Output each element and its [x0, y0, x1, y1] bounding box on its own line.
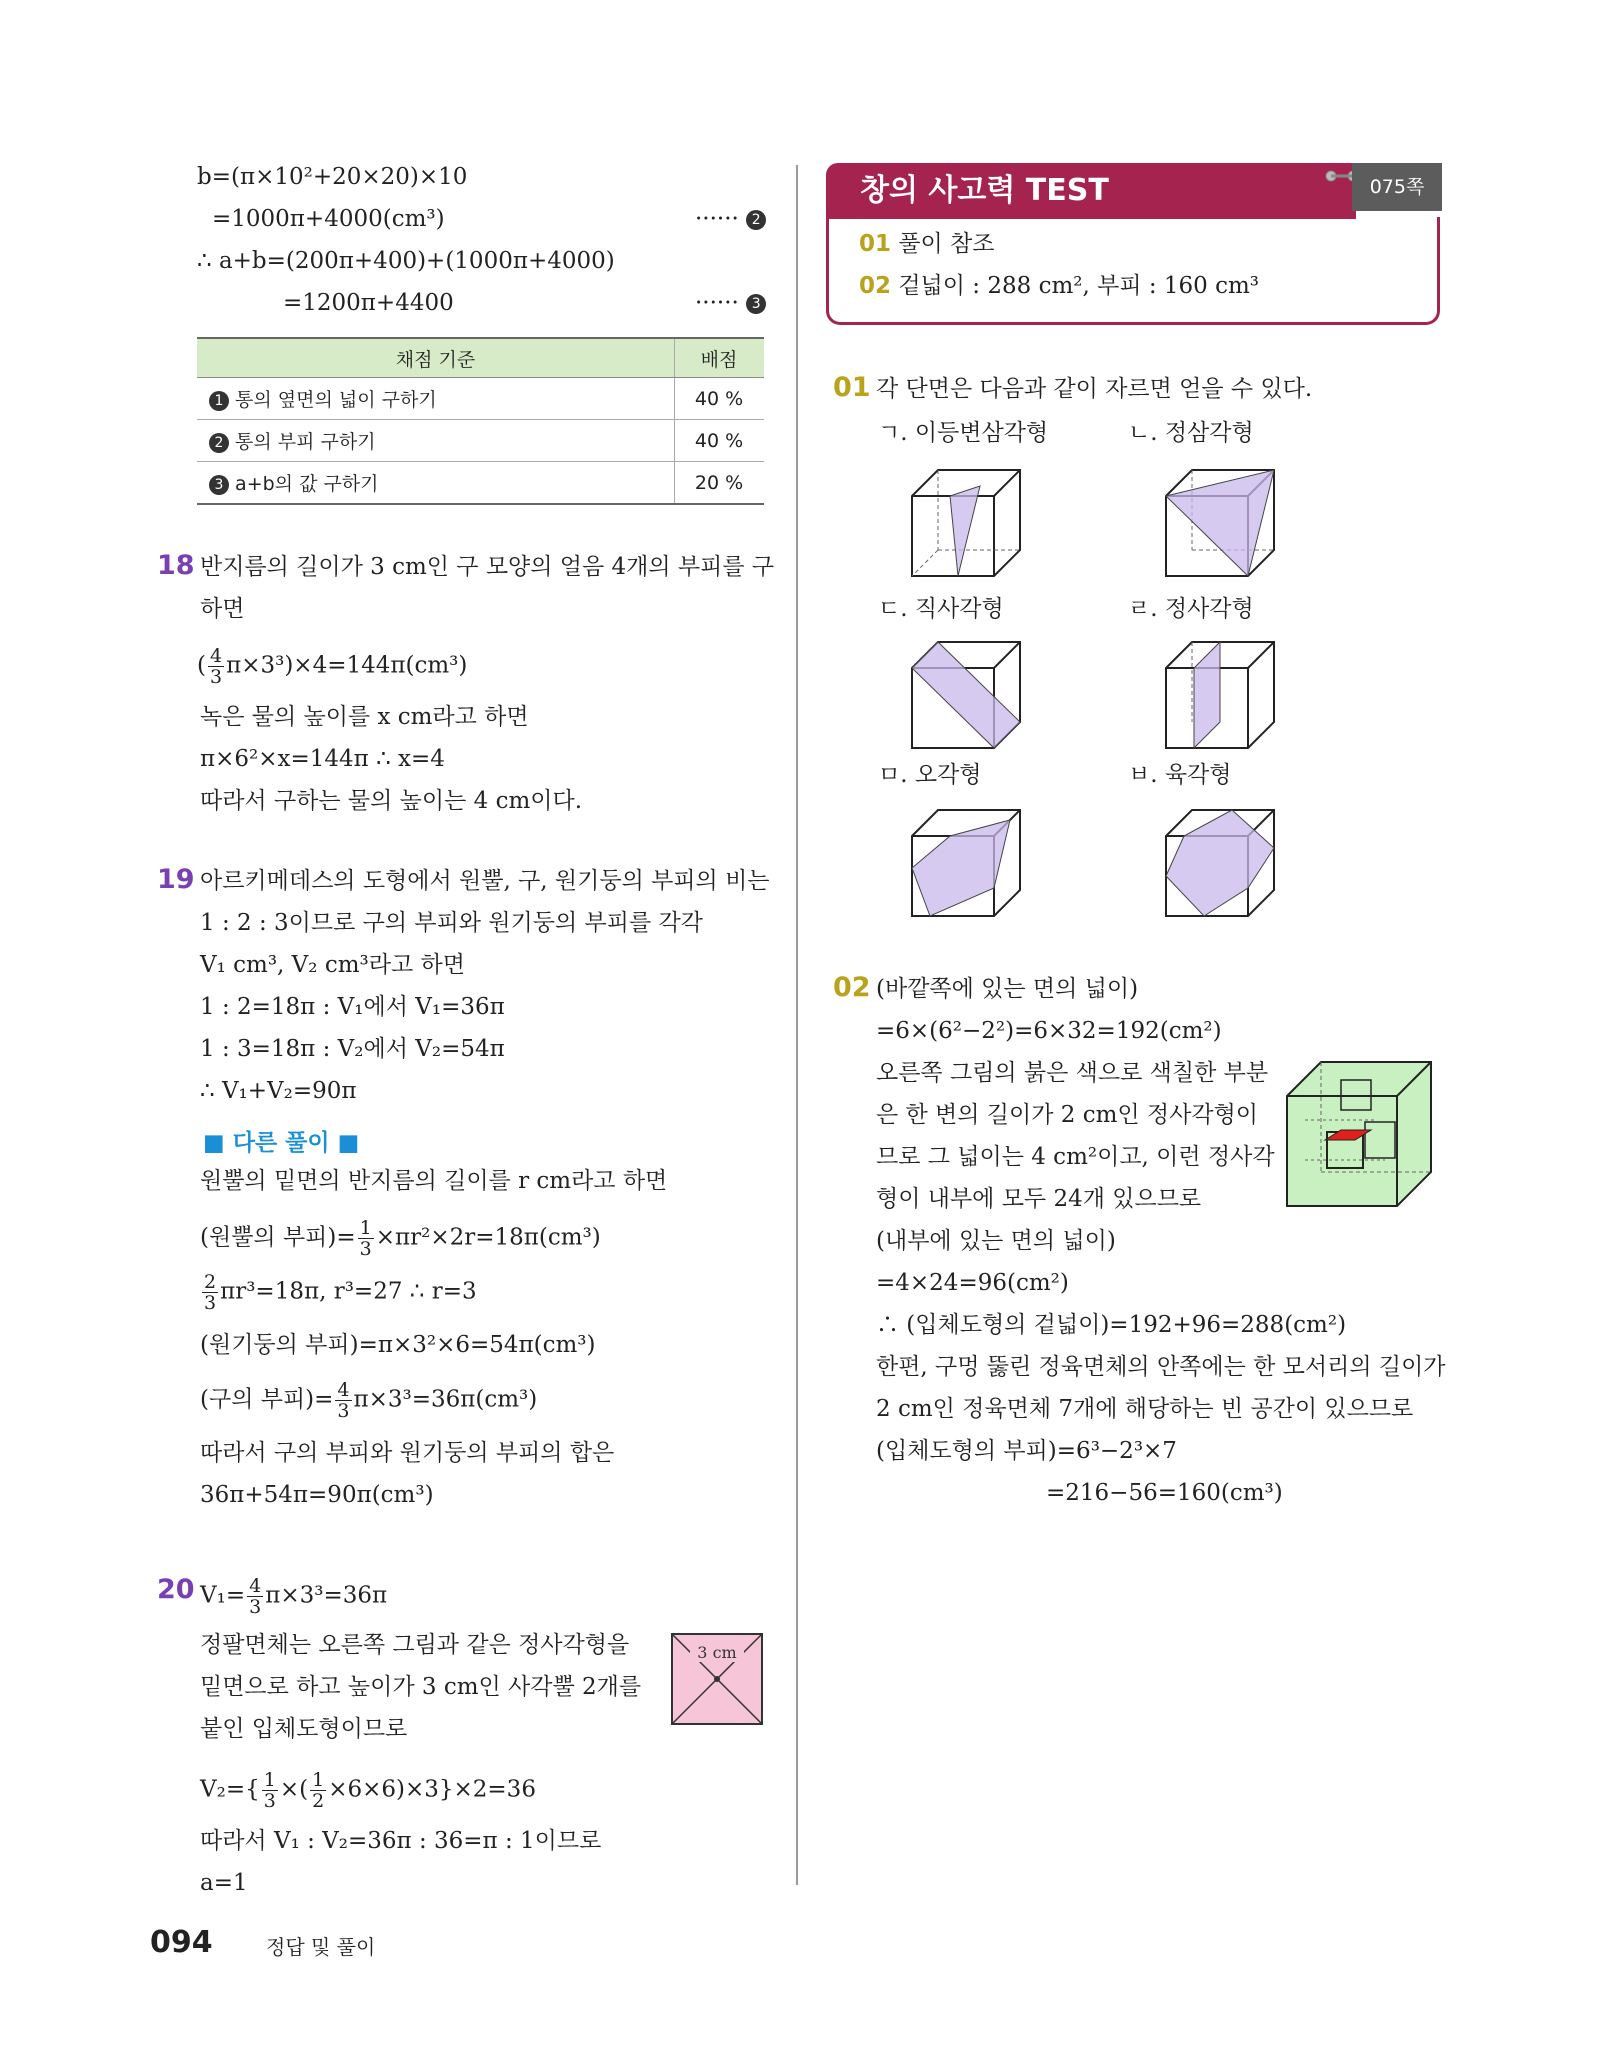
- marker-3: ······ 3: [695, 288, 766, 318]
- q02-line6: 형이 내부에 모두 24개 있으므로: [876, 1186, 1202, 1212]
- q02-line11: 2 cm인 정육면체 7개에 해당하는 빈 공간이 있으므로: [876, 1396, 1414, 1422]
- q02-line13: =216−56=160(cm³): [1046, 1480, 1283, 1506]
- shape-label-1: ㄱ. 이등변삼각형: [878, 420, 1049, 446]
- footer-label: 정답 및 풀이: [266, 1935, 376, 1959]
- q02-line2: =6×(6²−2²)=6×32=192(cm²): [876, 1018, 1222, 1044]
- svg-text:3 cm: 3 cm: [697, 1643, 737, 1662]
- q02-line8: =4×24=96(cm²): [876, 1270, 1069, 1296]
- cube-rectangle-figure: [910, 640, 1025, 750]
- creative-test-box: [826, 163, 1440, 325]
- alt-line4: (원기둥의 부피)=π×3²×6=54π(cm³): [200, 1332, 596, 1358]
- alt-line6: 따라서 구의 부피와 원기둥의 부피의 합은: [200, 1440, 615, 1466]
- answer-01: 01 풀이 참조: [859, 231, 995, 257]
- question-number-20: 20: [157, 1574, 195, 1605]
- q20-line5: V₂={ $\frac{1}{3}$ ×( $\frac{1}{2}$ ×6×6)×3}×2=36: [200, 1769, 536, 1812]
- question-number-02: 02: [833, 972, 871, 1003]
- q19-line5: 1 : 3=18π : V₂에서 V₂=54π: [200, 1036, 505, 1062]
- q20-line2: 정팔면체는 오른쪽 그림과 같은 정사각형을: [200, 1632, 630, 1658]
- q18-line2: 하면: [200, 596, 245, 622]
- shape-label-3: ㄷ. 직사각형: [878, 596, 1004, 622]
- q01-intro: 각 단면은 다음과 같이 자르면 얻을 수 있다.: [876, 376, 1313, 402]
- question-number-18: 18: [157, 550, 195, 581]
- page-number: 094: [150, 1925, 213, 1960]
- table-row: 1 통의 옆면의 넓이 구하기 40 %: [197, 378, 764, 420]
- q02-line9: ∴ (입체도형의 겉넓이)=192+96=288(cm²): [876, 1312, 1347, 1338]
- alt-line2: (원뿔의 부피)= $\frac{1}{3}$ ×πr²×2r=18π(cm³): [200, 1217, 601, 1260]
- table-header-criteria: 채점 기준: [197, 338, 675, 378]
- q19-line3: V₁ cm³, V₂ cm³라고 하면: [200, 952, 465, 978]
- octahedron-base-figure: [670, 1632, 765, 1727]
- q02-line4: 은 한 변의 길이가 2 cm인 정사각형이: [876, 1102, 1259, 1128]
- q18-line4: 녹은 물의 높이를 x cm라고 하면: [200, 704, 529, 730]
- cube-square-figure: [1164, 640, 1279, 750]
- test-title: 창의 사고력 TEST: [826, 163, 1356, 219]
- cube-isosceles-triangle-figure: [910, 468, 1025, 578]
- q02-line12: (입체도형의 부피)=6³−2³×7: [876, 1438, 1177, 1464]
- q18-line1: 반지름의 길이가 3 cm인 구 모양의 얼음 4개의 부피를 구: [200, 554, 775, 580]
- cube-pentagon-figure: [910, 808, 1025, 918]
- eq-b-line2: =1000π+4000(cm³): [212, 206, 445, 232]
- question-number-01: 01: [833, 372, 871, 403]
- q02-line7: (내부에 있는 면의 넓이): [876, 1228, 1116, 1254]
- q20-line6: 따라서 V₁ : V₂=36π : 36=π : 1이므로: [200, 1828, 602, 1854]
- shape-label-4: ㄹ. 정사각형: [1128, 596, 1254, 622]
- q20-line1: V₁= $\frac{4}{3}$ π×3³=36π: [200, 1575, 388, 1618]
- scoring-table: [197, 337, 764, 505]
- shape-label-2: ㄴ. 정삼각형: [1128, 420, 1254, 446]
- q20-line7: a=1: [200, 1870, 248, 1896]
- q19-line4: 1 : 2=18π : V₁에서 V₁=36π: [200, 994, 505, 1020]
- page-reference-tag: 075쪽: [1352, 163, 1442, 211]
- eq-b-line1: b=(π×10²+20×20)×10: [197, 164, 468, 190]
- alt-line7: 36π+54π=90π(cm³): [200, 1482, 434, 1508]
- q20-line4: 붙인 입체도형이므로: [200, 1716, 408, 1742]
- q19-line6: ∴ V₁+V₂=90π: [200, 1078, 357, 1104]
- column-divider: [796, 165, 798, 1885]
- q19-line2: 1 : 2 : 3이므로 구의 부피와 원기둥의 부피를 각각: [200, 910, 703, 936]
- cube-equilateral-triangle-figure: [1164, 468, 1279, 578]
- q02-line3: 오른쪽 그림의 붉은 색으로 색칠한 부분: [876, 1060, 1269, 1086]
- shape-label-5: ㅁ. 오각형: [878, 762, 982, 788]
- table-row: 2 통의 부피 구하기 40 %: [197, 420, 764, 462]
- cube-hexagon-figure: [1164, 808, 1279, 918]
- alt-line1: 원뿔의 밑면의 반지름의 길이를 r cm라고 하면: [200, 1168, 668, 1194]
- answer-02: 02 겉넓이 : 288 cm², 부피 : 160 cm³: [859, 273, 1260, 299]
- alt-line5: (구의 부피)= $\frac{4}{3}$ π×3³=36π(cm³): [200, 1379, 538, 1422]
- hollow-cube-figure: [1285, 1060, 1435, 1210]
- alt-line3: $\frac{2}{3}$ πr³=18π, r³=27 ∴ r=3: [204, 1271, 477, 1314]
- q02-line5: 므로 그 넓이는 4 cm²이고, 이런 정사각: [876, 1144, 1275, 1170]
- q18-line5: π×6²×x=144π ∴ x=4: [200, 746, 445, 772]
- eq-b-line3: ∴ a+b=(200π+400)+(1000π+4000): [197, 248, 615, 274]
- q20-line3: 밑면으로 하고 높이가 3 cm인 사각뿔 2개를: [200, 1674, 642, 1700]
- question-number-19: 19: [157, 864, 195, 895]
- q02-line1: (바깥쪽에 있는 면의 넓이): [876, 976, 1139, 1002]
- alt-solution-title: ■ 다른 풀이 ■: [203, 1130, 360, 1156]
- table-header-score: 배점: [675, 338, 765, 378]
- table-row: 3 a+b의 값 구하기 20 %: [197, 462, 764, 505]
- q18-formula: ( $\frac{4}{3}$ π×3³)×4=144π(cm³): [197, 645, 468, 688]
- shape-label-6: ㅂ. 육각형: [1128, 762, 1232, 788]
- marker-2: ······ 2: [695, 204, 766, 234]
- eq-b-line4: =1200π+4400: [283, 290, 454, 316]
- q19-line1: 아르키메데스의 도형에서 원뿔, 구, 원기둥의 부피의 비는: [200, 868, 770, 894]
- q02-line10: 한편, 구멍 뚫린 정육면체의 안쪽에는 한 모서리의 길이가: [876, 1354, 1446, 1380]
- q18-line6: 따라서 구하는 물의 높이는 4 cm이다.: [200, 788, 583, 814]
